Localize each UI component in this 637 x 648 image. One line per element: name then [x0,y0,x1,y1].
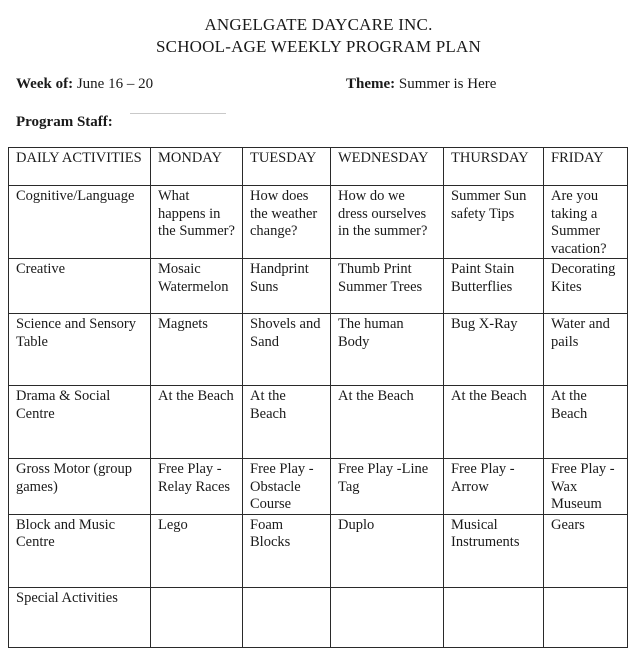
tuesday-cell: At the Beach [243,386,331,459]
friday-cell: Are you taking a Summer vacation? [544,186,628,259]
program-staff-label: Program Staff: [16,114,113,130]
activity-cell: Drama & Social Centre [9,386,151,459]
tuesday-cell: How does the weather change? [243,186,331,259]
week-of-field: Week of: June 16 – 20 [16,76,154,92]
wednesday-cell: The human Body [331,314,444,386]
table-header-row [9,148,628,186]
column-header-daily-activities: DAILY ACTIVITIES [9,148,151,186]
friday-cell: Gears [544,514,628,587]
program-staff-field [16,114,113,131]
friday-cell: At the Beach [544,386,628,459]
monday-cell: At the Beach [151,386,243,459]
thursday-cell: Bug X-Ray [444,314,544,386]
column-header-friday: FRIDAY [544,148,628,186]
document-title-line2: SCHOOL-AGE WEEKLY PROGRAM PLAN [156,37,481,56]
wednesday-cell [331,587,444,647]
activity-cell: Block and Music Centre [9,514,151,587]
table-row [9,259,628,314]
monday-cell: Magnets [151,314,243,386]
wednesday-cell: Free Play -Line Tag [331,459,444,515]
thursday-cell: Paint Stain Butterflies [444,259,544,314]
friday-cell: Free Play -Wax Museum [544,459,628,515]
column-header-monday: MONDAY [151,148,243,186]
tuesday-cell [243,587,331,647]
theme-label: Theme: [346,76,396,92]
activity-cell: Science and Sensory Table [9,314,151,386]
tuesday-cell: Shovels and Sand [243,314,331,386]
wednesday-cell: Thumb Print Summer Trees [331,259,444,314]
week-of-value: June 16 – 20 [76,76,154,92]
friday-cell: Decorating Kites [544,259,628,314]
tuesday-cell: Free Play -Obstacle Course [243,459,331,515]
column-header-thursday: THURSDAY [444,148,544,186]
tuesday-cell: Handprint Suns [243,259,331,314]
activity-cell: Special Activities [9,587,151,647]
friday-cell [544,587,628,647]
column-header-tuesday: TUESDAY [243,148,331,186]
wednesday-cell: How do we dress ourselves in the summer? [331,186,444,259]
theme-value: Summer is Here [398,76,497,92]
monday-cell: What happens in the Summer? [151,186,243,259]
thursday-cell: Summer Sun safety Tips [444,186,544,259]
activity-cell: Creative [9,259,151,314]
program-staff-blank-line [130,113,226,114]
activity-cell: Cognitive/Language [9,186,151,259]
activity-cell: Gross Motor (group games) [9,459,151,515]
table-row [9,314,628,386]
thursday-cell: Musical Instruments [444,514,544,587]
table-row [9,514,628,587]
theme-field [346,76,496,93]
thursday-cell: Free Play -Arrow [444,459,544,515]
thursday-cell: At the Beach [444,386,544,459]
monday-cell [151,587,243,647]
friday-cell: Water and pails [544,314,628,386]
column-header-wednesday: WEDNESDAY [331,148,444,186]
monday-cell: Free Play -Relay Races [151,459,243,515]
weekly-program-table [8,147,628,648]
monday-cell: Mosaic Watermelon [151,259,243,314]
week-of-label: Week of [16,76,69,92]
table-row [9,459,628,515]
table-row [9,386,628,459]
tuesday-cell: Foam Blocks [243,514,331,587]
table-row [9,186,628,259]
document-title-line1: ANGELGATE DAYCARE INC. [204,15,433,34]
monday-cell: Lego [151,514,243,587]
table-row [9,587,628,647]
thursday-cell [444,587,544,647]
wednesday-cell: At the Beach [331,386,444,459]
wednesday-cell: Duplo [331,514,444,587]
